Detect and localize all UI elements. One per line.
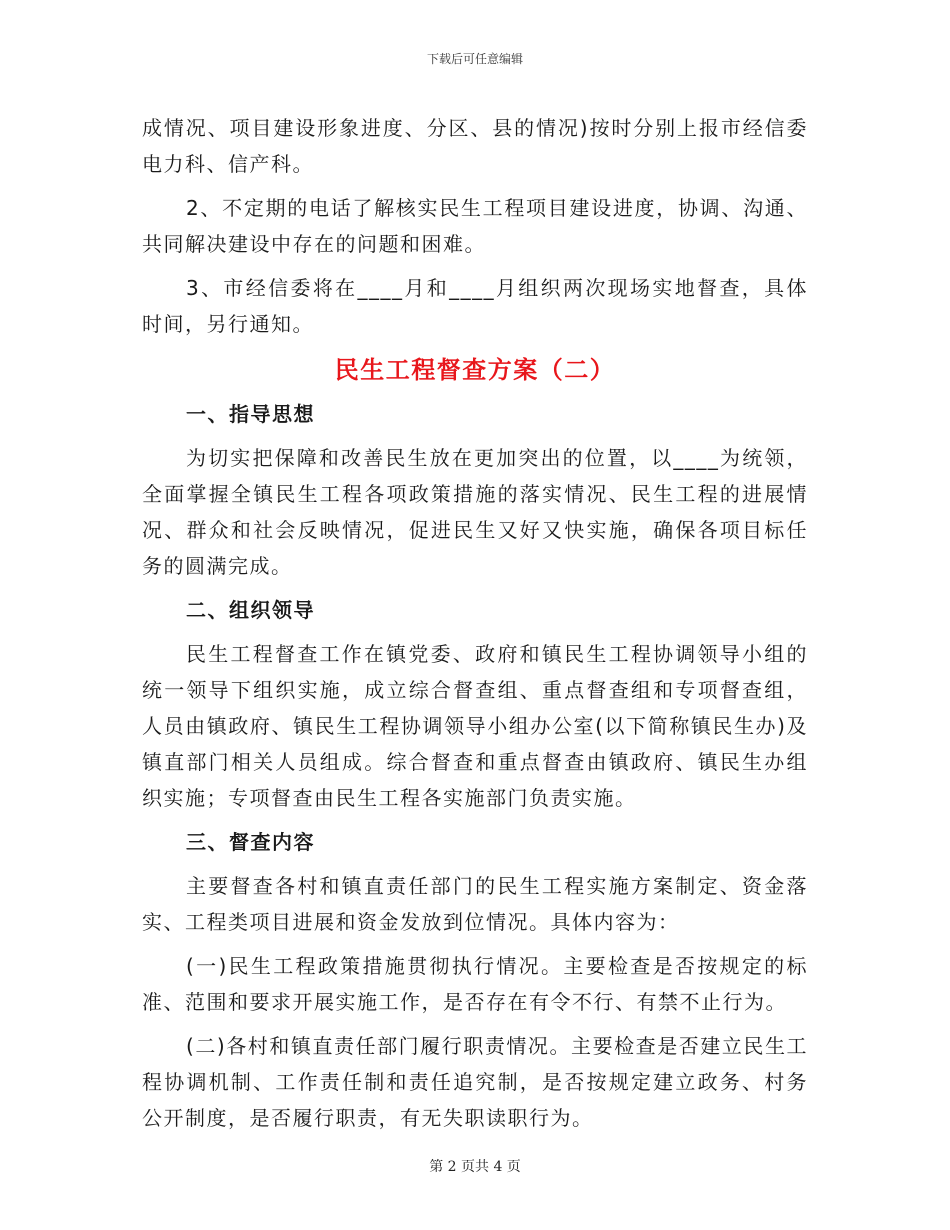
page-header: 下载后可任意编辑 bbox=[426, 52, 523, 66]
paragraph: 主要督查各村和镇直责任部门的民生工程实施方案制定、资金落实、工程类项目进展和资金发放到位情况。具体内容为： bbox=[142, 874, 808, 934]
page-footer: 第 2 页共 4 页 bbox=[429, 1159, 521, 1175]
paragraph: 成情况、项目建设形象进度、分区、县的情况)按时分别上报市经信委电力科、信产科。 bbox=[142, 116, 808, 176]
paragraph: 3、市经信委将在____月和____月组织两次现场实地督查，具体时间，另行通知。 bbox=[142, 276, 808, 336]
heading: 三、督查内容 bbox=[186, 830, 315, 854]
paragraph: 为切实把保障和改善民生放在更加突出的位置，以____为统领，全面掌握全镇民生工程各项政策措施的落实情况、民生工程的进展情况、群众和社会反映情况，促进民生又好又快实施，确保各项目标任务的圆满完成。 bbox=[142, 446, 808, 578]
heading: 二、组织领导 bbox=[186, 598, 315, 622]
paragraph: (一)民生工程政策措施贯彻执行情况。主要检查是否按规定的标准、范围和要求开展实施工作，是否存在有令不行、有禁不止行为。 bbox=[142, 954, 808, 1014]
document-body bbox=[142, 110, 808, 1144]
section-title: 民生工程督查方案（二） bbox=[334, 356, 616, 384]
paragraph: (二)各村和镇直责任部门履行职责情况。主要检查是否建立民生工程协调机制、工作责任制和责任追究制，是否按规定建立政务、村务公开制度，是否履行职责，有无失职读职行为。 bbox=[142, 1034, 808, 1130]
heading: 一、指导思想 bbox=[186, 402, 315, 426]
paragraph: 2、不定期的电话了解核实民生工程项目建设进度，协调、沟通、共同解决建设中存在的问题和困难。 bbox=[142, 196, 808, 256]
paragraph: 民生工程督查工作在镇党委、政府和镇民生工程协调领导小组的统一领导下组织实施，成立综合督查组、重点督查组和专项督查组，人员由镇政府、镇民生工程协调领导小组办公室(以下简称镇民生办)及镇直部门相关人员组成。综合督查和重点督查由镇政府、镇民生办组织实施；专项督查由民生工程各实施部门负责实施。 bbox=[142, 642, 808, 810]
